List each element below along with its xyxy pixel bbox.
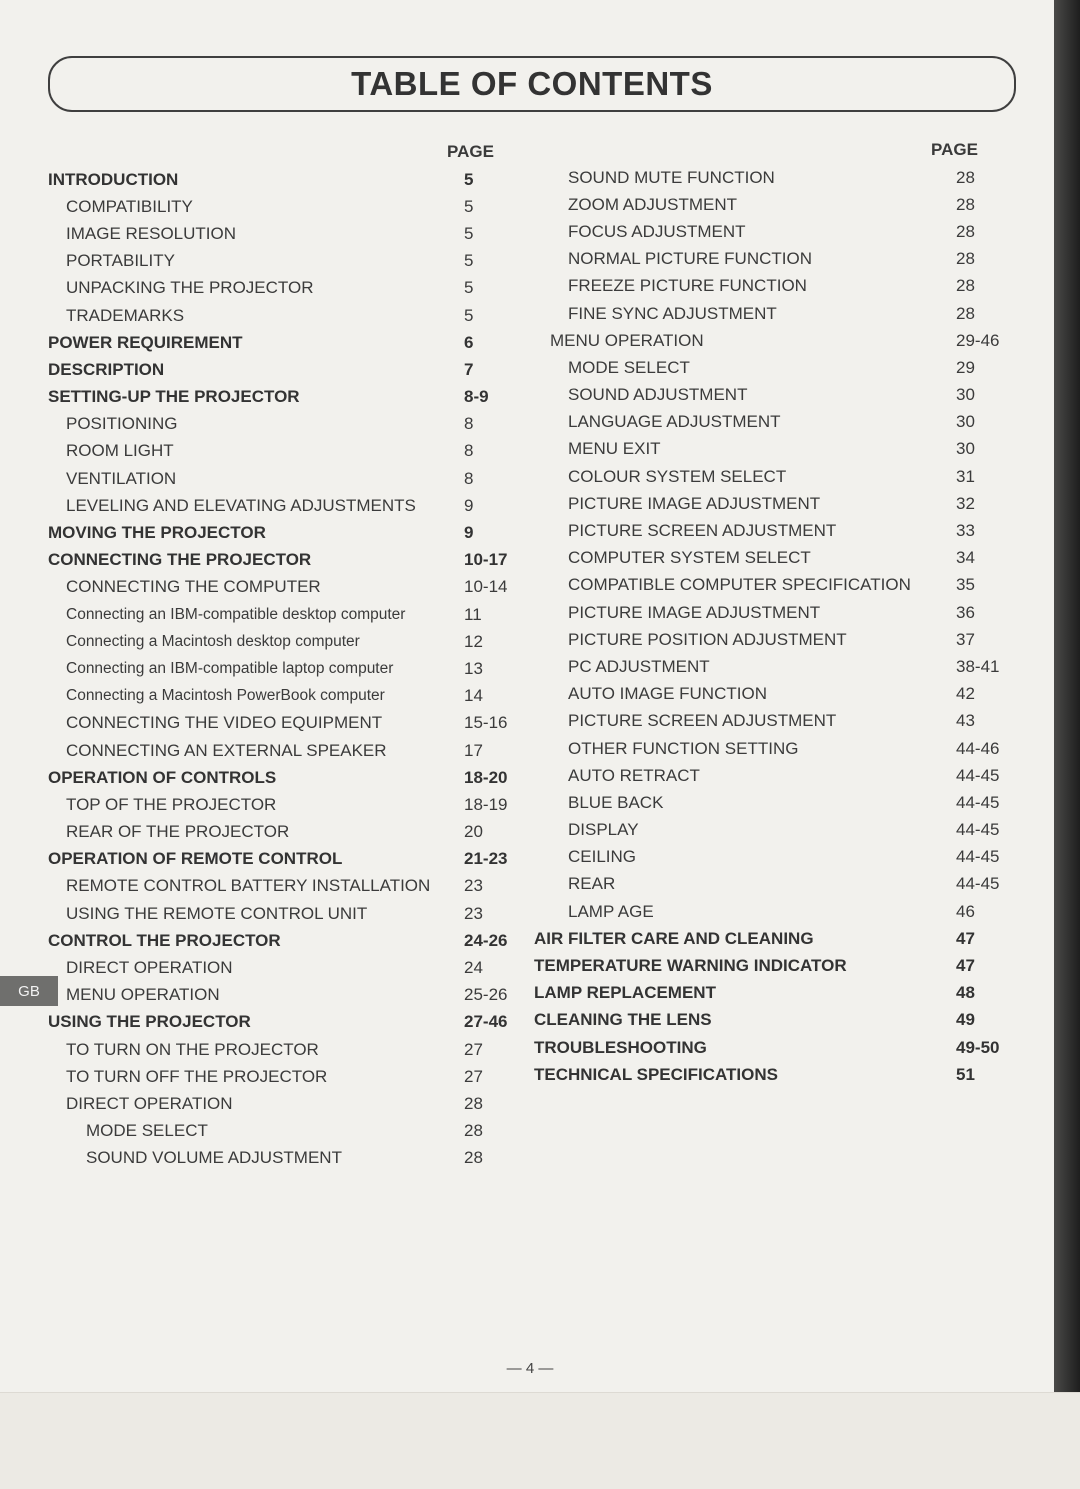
toc-entry-page: 42 — [956, 684, 975, 704]
toc-entry-title: PICTURE POSITION ADJUSTMENT — [568, 629, 847, 649]
toc-entry-title: DESCRIPTION — [48, 359, 165, 379]
toc-entry-title: POWER REQUIREMENT — [48, 332, 243, 352]
toc-entry-page: 48 — [956, 983, 975, 1003]
toc-entry — [534, 490, 1004, 517]
toc-entry — [534, 762, 1004, 789]
toc-entry-page: 10-17 — [464, 550, 508, 570]
toc-entry — [534, 898, 1004, 925]
toc-entry-page: 24 — [464, 958, 483, 978]
toc-entry-title: USING THE PROJECTOR — [48, 1012, 251, 1032]
toc-entry-page: 21-23 — [464, 849, 508, 869]
toc-entry-title: AUTO IMAGE FUNCTION — [568, 684, 767, 704]
toc-entry — [534, 164, 1004, 191]
toc-entry-title: USING THE REMOTE CONTROL UNIT — [66, 903, 368, 923]
left-page-column-header: PAGE — [447, 142, 494, 161]
toc-entry — [48, 193, 520, 220]
toc-entry-page: 7 — [464, 359, 474, 379]
toc-entry-page: 10-14 — [464, 577, 508, 597]
toc-entry-title: CONTROL THE PROJECTOR — [48, 930, 281, 950]
toc-entry — [534, 735, 1004, 762]
toc-entry-title: Connecting an IBM-compatible desktop computer — [66, 605, 406, 623]
toc-entry-title: COMPATIBILITY — [66, 196, 193, 216]
toc-entry — [534, 599, 1004, 626]
toc-entry-page: 9 — [464, 495, 474, 515]
title-frame — [48, 56, 1016, 112]
toc-entry-page: 27-46 — [464, 1012, 508, 1032]
toc-entry-title: ZOOM ADJUSTMENT — [568, 194, 738, 214]
toc-entry-page: 11 — [464, 604, 482, 624]
toc-entry-title: FOCUS ADJUSTMENT — [568, 221, 746, 241]
toc-entry-title: PICTURE IMAGE ADJUSTMENT — [568, 493, 821, 513]
toc-entry-page: 43 — [956, 711, 975, 731]
toc-entry-page: 44-45 — [956, 874, 1000, 894]
toc-entry — [48, 166, 520, 193]
toc-entry-page: 47 — [956, 956, 975, 976]
toc-entry — [48, 411, 520, 438]
toc-entry-page: 47 — [956, 928, 975, 948]
toc-entry-page: 38-41 — [956, 656, 1000, 676]
toc-entry — [48, 1009, 520, 1036]
toc-entry — [534, 572, 1004, 599]
toc-entry-page: 44-45 — [956, 847, 1000, 867]
toc-entry-title: UNPACKING THE PROJECTOR — [66, 278, 314, 298]
toc-entry — [48, 900, 520, 927]
toc-entry — [48, 683, 520, 710]
toc-entry-title: MENU OPERATION — [550, 330, 704, 350]
toc-entry-page: 49 — [956, 1010, 975, 1030]
toc-entry-page: 14 — [464, 686, 483, 706]
toc-entry — [48, 846, 520, 873]
toc-entry-title: LAMP REPLACEMENT — [534, 983, 716, 1003]
toc-entry-title: TECHNICAL SPECIFICATIONS — [534, 1064, 778, 1084]
right-page-column-header: PAGE — [931, 140, 978, 159]
page-title: TABLE OF CONTENTS — [351, 65, 713, 102]
toc-entry — [48, 302, 520, 329]
page-number: — 4 — — [506, 1360, 554, 1377]
toc-entry-page: 20 — [464, 822, 483, 842]
toc-entry-page: 28 — [956, 167, 975, 187]
toc-entry — [48, 248, 520, 275]
toc-entry-page: 8 — [464, 468, 474, 488]
toc-entry — [534, 354, 1004, 381]
toc-entry-title: REAR OF THE PROJECTOR — [66, 822, 290, 842]
toc-right-column — [534, 164, 1004, 1088]
toc-entry-page: 46 — [956, 901, 975, 921]
toc-entry — [48, 710, 520, 737]
toc-entry-page: 8-9 — [464, 387, 489, 407]
toc-entry-page: 31 — [956, 466, 975, 486]
page-bottom-margin — [0, 1392, 1080, 1489]
toc-entry — [534, 817, 1004, 844]
toc-entry-page: 17 — [464, 740, 483, 760]
toc-entry-title: LAMP AGE — [568, 901, 654, 921]
toc-entry-title: OTHER FUNCTION SETTING — [568, 738, 799, 758]
toc-entry — [534, 653, 1004, 680]
toc-entry-page: 6 — [464, 332, 474, 352]
toc-entry — [48, 982, 520, 1009]
toc-entry-page: 28 — [956, 303, 975, 323]
toc-entry-title: IMAGE RESOLUTION — [66, 223, 237, 243]
toc-entry — [48, 655, 520, 682]
toc-left-column — [48, 166, 520, 1172]
toc-entry-page: 9 — [464, 523, 474, 543]
toc-entry-page: 37 — [956, 629, 975, 649]
toc-entry-title: PICTURE IMAGE ADJUSTMENT — [568, 602, 821, 622]
toc-entry-page: 36 — [956, 602, 975, 622]
toc-entry-page: 28 — [464, 1093, 483, 1113]
toc-entry-title: MENU EXIT — [568, 439, 661, 459]
toc-entry — [534, 844, 1004, 871]
toc-entry-page: 28 — [956, 249, 975, 269]
toc-entry — [48, 628, 520, 655]
toc-entry-title: OPERATION OF CONTROLS — [48, 767, 277, 787]
toc-entry-title: CEILING — [568, 847, 637, 867]
toc-entry — [534, 708, 1004, 735]
toc-entry-title: REMOTE CONTROL BATTERY INSTALLATION — [66, 876, 431, 896]
toc-entry — [534, 545, 1004, 572]
toc-entry — [48, 737, 520, 764]
toc-entry-title: TEMPERATURE WARNING INDICATOR — [534, 956, 847, 976]
toc-entry-page: 23 — [464, 903, 483, 923]
toc-entry-page: 24-26 — [464, 930, 508, 950]
toc-entry-page: 5 — [464, 305, 474, 325]
toc-entry-title: DIRECT OPERATION — [66, 958, 233, 978]
toc-entry-page: 28 — [956, 221, 975, 241]
toc-entry — [534, 789, 1004, 816]
toc-entry — [534, 626, 1004, 653]
toc-entry-title: Connecting a Macintosh PowerBook computer — [66, 687, 385, 705]
toc-entry — [48, 1145, 520, 1172]
toc-entry-page: 29-46 — [956, 330, 1000, 350]
toc-entry-page: 28 — [956, 276, 975, 296]
toc-entry — [534, 517, 1004, 544]
toc-entry — [534, 382, 1004, 409]
toc-entry-page: 28 — [956, 194, 975, 214]
toc-entry — [534, 273, 1004, 300]
toc-entry-page: 23 — [464, 876, 483, 896]
toc-entry — [48, 954, 520, 981]
toc-entry — [48, 1118, 520, 1145]
toc-entry-page: 27 — [464, 1066, 483, 1086]
toc-entry-title: CONNECTING THE COMPUTER — [66, 577, 321, 597]
toc-entry-page: 5 — [464, 169, 474, 189]
toc-entry-title: PICTURE SCREEN ADJUSTMENT — [568, 521, 837, 541]
toc-entry — [48, 819, 520, 846]
toc-entry — [48, 927, 520, 954]
toc-entry — [48, 547, 520, 574]
toc-entry-title: TRADEMARKS — [66, 305, 185, 325]
toc-entry — [48, 438, 520, 465]
toc-entry-title: CONNECTING AN EXTERNAL SPEAKER — [66, 740, 387, 760]
language-tab-gb: GB — [0, 976, 58, 1006]
toc-entry-title: BLUE BACK — [568, 792, 664, 812]
toc-entry-page: 44-45 — [956, 820, 1000, 840]
toc-entry-title: VENTILATION — [66, 468, 177, 488]
toc-entry-title: MENU OPERATION — [66, 985, 220, 1005]
toc-entry-title: Connecting a Macintosh desktop computer — [66, 632, 360, 650]
toc-entry — [534, 327, 1004, 354]
toc-entry — [48, 275, 520, 302]
page-edge-shadow — [1054, 0, 1080, 1392]
toc-entry-title: Connecting an IBM-compatible laptop computer — [66, 659, 394, 677]
toc-entry-page: 27 — [464, 1039, 483, 1059]
toc-entry-page: 30 — [956, 439, 975, 459]
toc-entry-page: 30 — [956, 385, 975, 405]
toc-entry-title: POSITIONING — [66, 414, 178, 434]
toc-entry-title: AIR FILTER CARE AND CLEANING — [534, 928, 814, 948]
toc-entry-title: MOVING THE PROJECTOR — [48, 523, 266, 543]
toc-entry-page: 34 — [956, 548, 975, 568]
toc-entry — [534, 191, 1004, 218]
toc-entry-title: CONNECTING THE VIDEO EQUIPMENT — [66, 713, 383, 733]
toc-entry-page: 18-19 — [464, 794, 508, 814]
toc-entry — [534, 871, 1004, 898]
toc-entry-page: 12 — [464, 631, 483, 651]
toc-entry — [534, 925, 1004, 952]
toc-entry-title: LANGUAGE ADJUSTMENT — [568, 412, 781, 432]
toc-entry-page: 29 — [956, 357, 975, 377]
toc-entry-title: FREEZE PICTURE FUNCTION — [568, 276, 807, 296]
toc-entry-title: COMPUTER SYSTEM SELECT — [568, 548, 811, 568]
toc-entry — [534, 980, 1004, 1007]
toc-entry-page: 44-46 — [956, 738, 1000, 758]
toc-entry-title: TO TURN OFF THE PROJECTOR — [66, 1066, 328, 1086]
toc-entry — [534, 681, 1004, 708]
toc-entry-page: 8 — [464, 441, 474, 461]
toc-entry-page: 5 — [464, 251, 474, 271]
toc-entry-title: TROUBLESHOOTING — [534, 1037, 707, 1057]
toc-entry-page: 25-26 — [464, 985, 508, 1005]
toc-entry — [534, 952, 1004, 979]
toc-entry-title: SOUND MUTE FUNCTION — [568, 167, 775, 187]
toc-entry-page: 49-50 — [956, 1037, 1000, 1057]
toc-entry-page: 33 — [956, 521, 975, 541]
toc-entry-title: DISPLAY — [568, 820, 639, 840]
toc-entry-title: INTRODUCTION — [48, 169, 179, 189]
toc-entry-page: 8 — [464, 414, 474, 434]
toc-entry-title: PORTABILITY — [66, 251, 175, 271]
toc-entry — [534, 300, 1004, 327]
toc-entry — [534, 1007, 1004, 1034]
toc-entry-title: SOUND ADJUSTMENT — [568, 385, 748, 405]
toc-entry-page: 28 — [464, 1148, 483, 1168]
toc-entry — [48, 329, 520, 356]
toc-entry — [48, 873, 520, 900]
toc-entry — [534, 1061, 1004, 1088]
toc-entry — [48, 519, 520, 546]
toc-entry-page: 18-20 — [464, 767, 508, 787]
toc-entry-page: 30 — [956, 412, 975, 432]
toc-entry-page: 44-45 — [956, 792, 1000, 812]
toc-entry — [48, 465, 520, 492]
toc-entry-page: 32 — [956, 493, 975, 513]
toc-entry — [48, 492, 520, 519]
toc-entry — [48, 356, 520, 383]
toc-entry-title: NORMAL PICTURE FUNCTION — [568, 249, 812, 269]
toc-entry — [534, 463, 1004, 490]
toc-entry — [48, 574, 520, 601]
toc-entry — [534, 218, 1004, 245]
toc-entry-page: 44-45 — [956, 765, 1000, 785]
toc-entry — [48, 601, 520, 628]
toc-entry — [534, 409, 1004, 436]
toc-entry-title: REAR — [568, 874, 616, 894]
toc-entry-page: 5 — [464, 278, 474, 298]
toc-entry-title: CLEANING THE LENS — [534, 1010, 712, 1030]
toc-entry-page: 5 — [464, 223, 474, 243]
toc-entry — [48, 1036, 520, 1063]
toc-entry-title: MODE SELECT — [568, 357, 690, 377]
toc-entry-page: 28 — [464, 1121, 483, 1141]
toc-entry-title: SETTING-UP THE PROJECTOR — [48, 387, 300, 407]
toc-entry-title: MODE SELECT — [86, 1121, 208, 1141]
toc-entry-title: PICTURE SCREEN ADJUSTMENT — [568, 711, 837, 731]
toc-entry-page: 35 — [956, 575, 975, 595]
toc-entry-title: DIRECT OPERATION — [66, 1093, 233, 1113]
toc-entry-title: AUTO RETRACT — [568, 765, 700, 785]
toc-entry-title: CONNECTING THE PROJECTOR — [48, 550, 312, 570]
toc-entry-title: LEVELING AND ELEVATING ADJUSTMENTS — [66, 495, 416, 515]
toc-entry-title: FINE SYNC ADJUSTMENT — [568, 303, 777, 323]
toc-entry — [48, 1090, 520, 1117]
toc-entry — [48, 764, 520, 791]
toc-entry-page: 5 — [464, 196, 474, 216]
toc-entry-title: COLOUR SYSTEM SELECT — [568, 466, 787, 486]
toc-entry — [534, 1034, 1004, 1061]
toc-entry — [534, 436, 1004, 463]
toc-entry — [48, 384, 520, 411]
toc-entry — [48, 1063, 520, 1090]
toc-entry-title: COMPATIBLE COMPUTER SPECIFICATION — [568, 575, 911, 595]
toc-entry-title: ROOM LIGHT — [66, 441, 174, 461]
toc-entry-page: 15-16 — [464, 713, 508, 733]
toc-entry-page: 13 — [464, 658, 483, 678]
toc-entry-title: PC ADJUSTMENT — [568, 656, 710, 676]
toc-entry-title: TO TURN ON THE PROJECTOR — [66, 1039, 319, 1059]
toc-entry — [48, 220, 520, 247]
toc-entry-page: 51 — [956, 1064, 975, 1084]
toc-entry-title: SOUND VOLUME ADJUSTMENT — [86, 1148, 342, 1168]
toc-entry — [534, 246, 1004, 273]
toc-entry-title: TOP OF THE PROJECTOR — [66, 794, 277, 814]
toc-entry — [48, 791, 520, 818]
toc-entry-title: OPERATION OF REMOTE CONTROL — [48, 849, 343, 869]
